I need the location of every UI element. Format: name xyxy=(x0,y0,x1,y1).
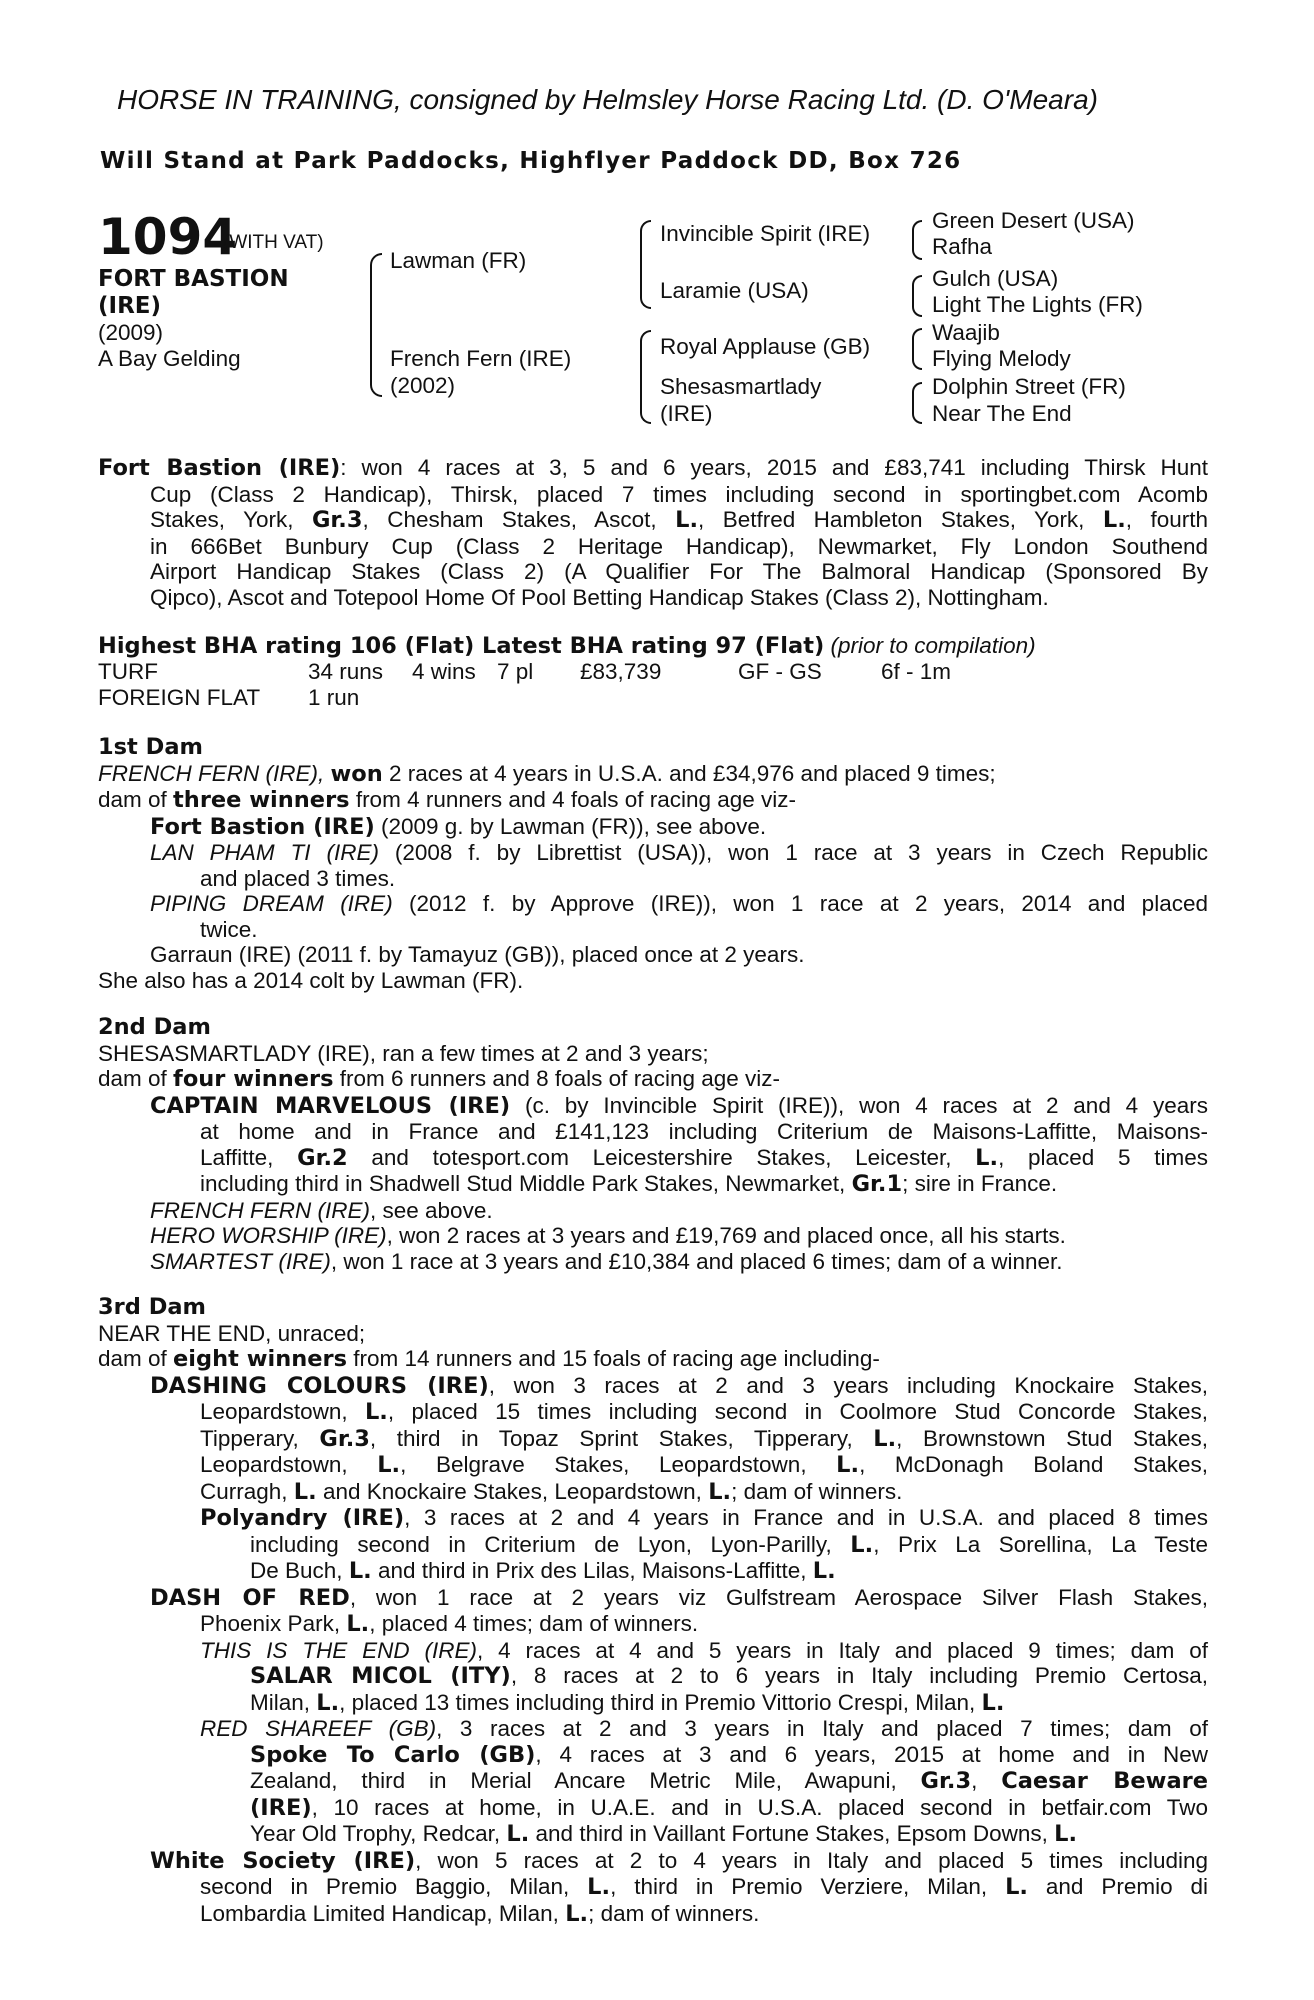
vat-note: (WITH VAT) xyxy=(223,232,324,253)
pedigree-dsd: Flying Melody xyxy=(932,346,1071,371)
ratings-note: (prior to compilation) xyxy=(830,633,1036,658)
pedigree-dam-sire: Royal Applause (GB) xyxy=(660,334,871,359)
progeny-dashing-colours: DASHING COLOURS (IRE), won 3 races at 2 and 3 years including Knockaire Stakes, xyxy=(150,1372,1209,1399)
pedigree-dam-dam-origin: (IRE) xyxy=(660,401,713,426)
ratings-heading: Highest BHA rating 106 (Flat) Latest BHA rating 97 (Flat) xyxy=(98,633,825,659)
progeny-red-shareef: RED SHAREEF (GB), 3 races at 2 and 3 years in Italy and placed 7 times; dam of xyxy=(200,1716,1208,1741)
third-dam-title: 3rd Dam xyxy=(98,1294,206,1320)
second-dam-section: 2nd Dam SHESASMARTLADY (IRE), ran a few times at 2 and 3 years; dam of four winners from 6 runners and 8 foals of racing age viz- CAPTAIN MARVELOUS (IRE) (c. by Invincible Spirit (IRE)), won 4 races at 2 and 4 years at home and in France and £141,123 including Criterium de Maisons-Laffitte, Maisons- Laffitte, Gr.2 and totesport.com Leicestershire Stakes, Leicester, L., placed 5 times including third in Shadwell Stud Middle Park Stakes, Newmarket, Gr.1; sire in France. FRENCH FERN (IRE), see above. HERO WORSHIP (IRE), won 2 races at 3 years and £19,769 and placed once, all his starts. SMARTEST (IRE), won 1 race at 3 years and £10,384 and placed 6 times; dam of a winner. xyxy=(98,1014,1209,1274)
foreign-runs: 1 run xyxy=(308,685,360,710)
first-dam-section: 1st Dam FRENCH FERN (IRE), won 2 races at 4 years in U.S.A. and £34,976 and placed 9 times; dam of three winners from 4 runners and 4 foals of racing age viz- Fort Bastion (IRE) (2009 g. by Lawman (FR)), see above. LAN PHAM TI (IRE) (2008 f. by Librettist (USA)), won 1 race at 3 years in Czech Republic and placed 3 times. PIPING DREAM (IRE) (2012 f. by Approve (IRE)), won 1 race at 2 years, 2014 and placed twice. Garraun (IRE) (2011 f. by Tamayuz (GB)), placed once at 2 years. She also has a 2014 colt by Lawman (FR). xyxy=(98,734,1208,993)
summary-horse-name: Fort Bastion (IRE) xyxy=(98,455,341,481)
pedigree-sdd: Light The Lights (FR) xyxy=(932,292,1143,317)
pedigree-bracket-sd xyxy=(912,275,922,317)
progeny-captain-marvelous: CAPTAIN MARVELOUS (IRE) (c. by Invincible Spirit (IRE)), won 4 races at 2 and 4 years xyxy=(150,1092,1209,1119)
pedigree-sss: Green Desert (USA) xyxy=(932,208,1135,233)
pedigree-ssd: Rafha xyxy=(932,234,993,259)
race-summary xyxy=(98,455,1208,610)
progeny-this-is-the-end: THIS IS THE END (IRE), 4 races at 4 and 5 years in Italy and placed 9 times; dam of xyxy=(200,1637,1208,1663)
progeny-polyandry: Polyandry (IRE), 3 races at 2 and 4 years in France and in U.S.A. and placed 8 times xyxy=(200,1505,1208,1531)
lot-number: 1094 xyxy=(98,208,238,266)
first-dam-title: 1st Dam xyxy=(98,734,203,760)
pedigree-dam-dam: Shesasmartlady xyxy=(660,374,822,399)
pedigree-bracket-dam xyxy=(640,330,651,424)
turf-distance: 6f - 1m xyxy=(881,659,952,684)
pedigree-dam-year: (2002) xyxy=(390,373,456,398)
turf-wins: 4 wins xyxy=(412,659,476,684)
summary-line-6: Qipco), Ascot and Totepool Home Of Pool Betting Handicap Stakes (Class 2), Nottingham. xyxy=(150,584,1049,610)
pedigree-sire-dam: Laramie (USA) xyxy=(660,278,809,303)
pedigree-dss: Waajib xyxy=(932,320,1000,345)
pedigree-ddd: Near The End xyxy=(932,401,1072,426)
pedigree-sds: Gulch (USA) xyxy=(932,266,1059,291)
horse-description: A Bay Gelding xyxy=(98,346,241,371)
pedigree-bracket-sire xyxy=(640,220,651,309)
pedigree-sire: Lawman (FR) xyxy=(390,248,527,273)
pedigree-bracket-dd xyxy=(912,382,922,424)
horse-origin: (IRE) xyxy=(98,293,162,319)
horse-year: (2009) xyxy=(98,320,164,345)
summary-line-5: Airport Handicap Stakes (Class 2) (A Qualifier For The Balmoral Handicap (Sponsored By xyxy=(150,559,1208,584)
pedigree-bracket-ss xyxy=(912,220,922,260)
summary-line-3: Stakes, York, Gr.3, Chesham Stakes, Ascot, L., Betfred Hambleton Stakes, York, L., fourth xyxy=(150,507,1208,533)
stand-location: Will Stand at Park Paddocks, Highflyer Paddock DD, Box 726 xyxy=(100,148,962,174)
turf-label: TURF xyxy=(98,659,158,684)
pedigree-dam: French Fern (IRE) xyxy=(390,346,572,371)
third-dam-section: 3rd Dam NEAR THE END, unraced; dam of eight winners from 14 runners and 15 foals of racing age including- DASHING COLOURS (IRE), won 3 races at 2 and 3 years including Knockaire Stakes, Leopardstown, L., placed 15 times including second in Coolmore Stud Concorde Stakes, Tipperary, Gr.3, third in Topaz Sprint Stakes, Tipperary, L., Brownstown Stud Stakes, Leopardstown, L., Belgrave Stakes, Leopardstown, L., McDonagh Boland Stakes, Curragh, L. and Knockaire Stakes, Leopardstown, L.; dam of winners. Polyandry (IRE), 3 races at 2 and 4 years in France and in U.S.A. and placed 8 times including second in Criterium de Lyon, Lyon-Parilly, L., Prix La Sorellina, La Teste De Buch, L. and third in Prix des Lilas, Maisons-Laffitte, L. DASH OF RED, won 1 race at 2 years viz Gulfstream Aerospace Silver Flash Stakes, Phoenix Park, L., placed 4 times; dam of winners. THIS IS THE END (IRE), 4 races at 4 and 5 years in Italy and placed 9 times; dam of SALAR MICOL (ITY), 8 races at 2 to 6 years in Italy including Premio Certosa, Milan, L., placed 13 times including third in Premio Vittorio Crespi, Milan, L. RED SHAREEF (GB), 3 races at 2 and 3 years in Italy and placed 7 times; dam of Spoke To Carlo (GB), 4 races at 3 and 6 years, 2015 at home and in New Zealand, third in Merial Ancare Metric Mile, Awapuni, Gr.3, Caesar Beware (IRE), 10 races at home, in U.A.E. and in U.S.A. placed second in betfair.com Two Year Old Trophy, Redcar, L. and third in Vaillant Fortune Stakes, Epsom Downs, L. White Society (IRE), won 5 races at 2 to 4 years in Italy and placed 5 times including second in Premio Baggio, Milan, L., third in Premio Verziere, Milan, L. and Premio di Lombardia Limited Handicap, Milan, L.; dam of winners. xyxy=(98,1294,1209,1927)
summary-line-2: Cup (Class 2 Handicap), Thirsk, placed 7 times including second in sportingbet.com Acomb xyxy=(150,481,1208,507)
turf-placed: 7 pl xyxy=(497,659,534,684)
pedigree-bracket-gen1 xyxy=(370,253,382,397)
pedigree-bracket-ds xyxy=(912,328,922,370)
progeny-garraun: Garraun (IRE) (2011 f. by Tamayuz (GB)), placed once at 2 years. xyxy=(150,942,805,967)
pedigree-dds: Dolphin Street (FR) xyxy=(932,374,1126,399)
consignment-header: HORSE IN TRAINING, consigned by Helmsley Horse Racing Ltd. (D. O'Meara) xyxy=(117,84,1098,115)
turf-going: GF - GS xyxy=(738,659,822,684)
horse-name: FORT BASTION xyxy=(98,266,289,292)
turf-runs: 34 runs xyxy=(308,659,384,684)
turf-earnings: £83,739 xyxy=(580,659,662,684)
summary-line-1: : won 4 races at 3, 5 and 6 years, 2015 and £83,741 including Thirsk Hunt xyxy=(340,455,1208,480)
summary-line-4: in 666Bet Bunbury Cup (Class 2 Heritage Handicap), Newmarket, Fly London Southend xyxy=(150,533,1208,559)
second-dam-title: 2nd Dam xyxy=(98,1014,211,1040)
progeny-note: She also has a 2014 colt by Lawman (FR). xyxy=(98,967,524,993)
progeny-fort-bastion: Fort Bastion (IRE) (2009 g. by Lawman (FR)), see above. xyxy=(150,813,767,840)
ratings-block xyxy=(98,633,1208,660)
progeny-piping-dream: PIPING DREAM (IRE) (2012 f. by Approve (IRE)), won 1 race at 2 years, 2014 and placed xyxy=(150,891,1208,916)
pedigree-sire-sire: Invincible Spirit (IRE) xyxy=(660,221,871,246)
foreign-label: FOREIGN FLAT xyxy=(98,685,261,710)
progeny-white-society: White Society (IRE), won 5 races at 2 to 4 years in Italy and placed 5 times including xyxy=(150,1847,1209,1874)
progeny-dash-of-red: DASH OF RED, won 1 race at 2 years viz Gulfstream Aerospace Silver Flash Stakes, xyxy=(150,1584,1208,1611)
progeny-lan-pham-ti: LAN PHAM TI (IRE) (2008 f. by Librettist (USA)), won 1 race at 3 years in Czech Republic xyxy=(150,840,1208,865)
